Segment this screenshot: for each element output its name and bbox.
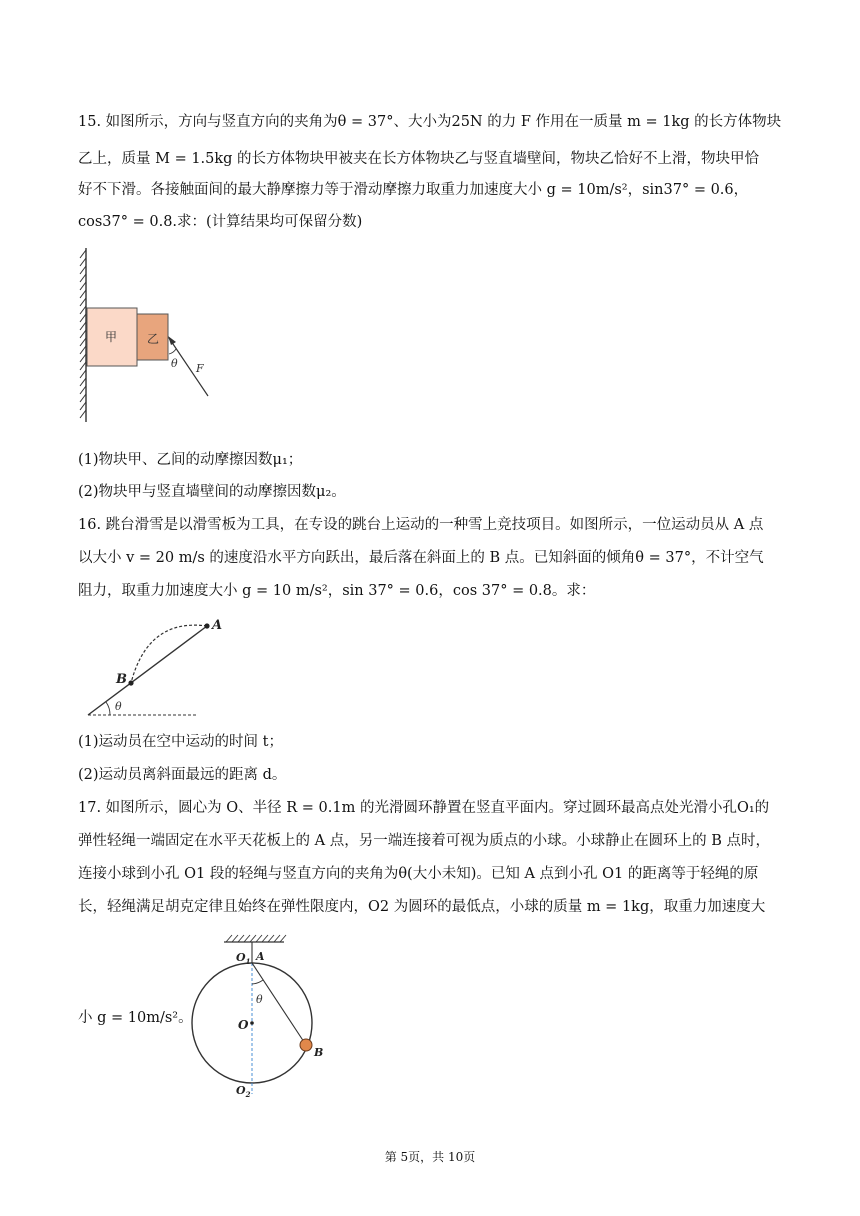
angle-arc — [169, 349, 176, 354]
q15-sub-1: (1)物块甲、乙间的动摩擦因数μ₁； — [78, 452, 303, 468]
ceiling-hatching — [226, 935, 286, 942]
point-b-label: B — [116, 672, 127, 687]
angle-label: θ — [171, 357, 178, 370]
q15-figure — [70, 246, 220, 424]
q17-figure — [180, 932, 340, 1100]
q16-figure — [80, 612, 240, 720]
point-a-label: A — [256, 950, 265, 963]
page-footer: 第 5页，共 10页 — [384, 1150, 476, 1164]
q16-sub-2: (2)运动员离斜面最远的距离 d。 — [78, 767, 287, 783]
block-yi-label: 乙 — [147, 332, 160, 346]
q15-line-3: 好不下滑。各接触面间的最大静摩擦力等于滑动摩擦力取重力加速度大小 g = 10m/s²，sin37° = 0.6， — [78, 182, 749, 198]
q17-line-4: 长，轻绳满足胡克定律且始终在弹性限度内，O2 为圆环的最低点，小球的质量 m = 1kg，取重力加速度大 — [78, 899, 766, 915]
q17-line-2: 弹性轻绳一端固定在水平天花板上的 A 点，另一端连接着可视为质点的小球。小球静止在圆环上的 B 点时， — [78, 833, 771, 849]
q16-sub-1: (1)运动员在空中运动的时间 t； — [78, 734, 283, 750]
point-b-dot — [128, 680, 133, 685]
angle-arc — [106, 702, 110, 715]
q17-line-5: 小 g = 10m/s²。 — [78, 1010, 193, 1026]
o1-label: $O_1$ — [236, 951, 251, 966]
block-jia-label: 甲 — [105, 330, 118, 344]
force-arrowhead — [168, 336, 176, 345]
q15-line-4: cos37° = 0.8.求：(计算结果均可保留分数) — [78, 214, 363, 230]
point-a-label: A — [212, 618, 223, 633]
wall-hatching — [80, 250, 86, 418]
q16-line-1: 16. 跳台滑雪是以滑雪板为工具，在专设的跳台上运动的一种雪上竞技项目。如图所示，一位运动员从 A 点 — [78, 517, 764, 533]
point-a-dot — [204, 623, 209, 628]
slope-line — [88, 626, 207, 715]
angle-arc — [252, 980, 263, 984]
center-dot — [250, 1021, 254, 1025]
angle-label: θ — [256, 993, 263, 1006]
q16-line-2: 以大小 v = 20 m/s 的速度沿水平方向跃出，最后落在斜面上的 B 点。已知斜面的倾角θ = 37°，不计空气 — [78, 550, 764, 566]
q15-sub-2: (2)物块甲与竖直墙壁间的动摩擦因数μ₂。 — [78, 484, 346, 500]
q15-line-1: 15. 如图所示，方向与竖直方向的夹角为θ = 37°、大小为25N 的力 F 作用在一质量 m = 1kg 的长方体物块 — [78, 114, 782, 130]
q17-line-3: 连接小球到小孔 O1 段的轻绳与竖直方向的夹角为θ(大小未知)。已知 A 点到小孔 O1 的距离等于轻绳的原 — [78, 866, 759, 882]
q16-line-3: 阻力，取重力加速度大小 g = 10 m/s²，sin 37° = 0.6，cos 37° = 0.8。求： — [78, 583, 596, 599]
center-label: O — [238, 1018, 249, 1032]
q17-line-1: 17. 如图所示，圆心为 O、半径 R = 0.1m 的光滑圆环静置在竖直平面内。穿过圆环最高点处光滑小孔O₁的 — [78, 800, 770, 816]
point-b-label: B — [314, 1046, 324, 1059]
angle-label: θ — [115, 700, 122, 713]
o2-label: $O_2$ — [236, 1084, 251, 1099]
q15-line-2: 乙上，质量 M = 1.5kg 的长方体物块甲被夹在长方体物块乙与竖直墙壁间，物块乙恰好不上滑，物块甲恰 — [78, 151, 760, 167]
ball — [300, 1039, 312, 1051]
force-label: F — [196, 362, 204, 375]
